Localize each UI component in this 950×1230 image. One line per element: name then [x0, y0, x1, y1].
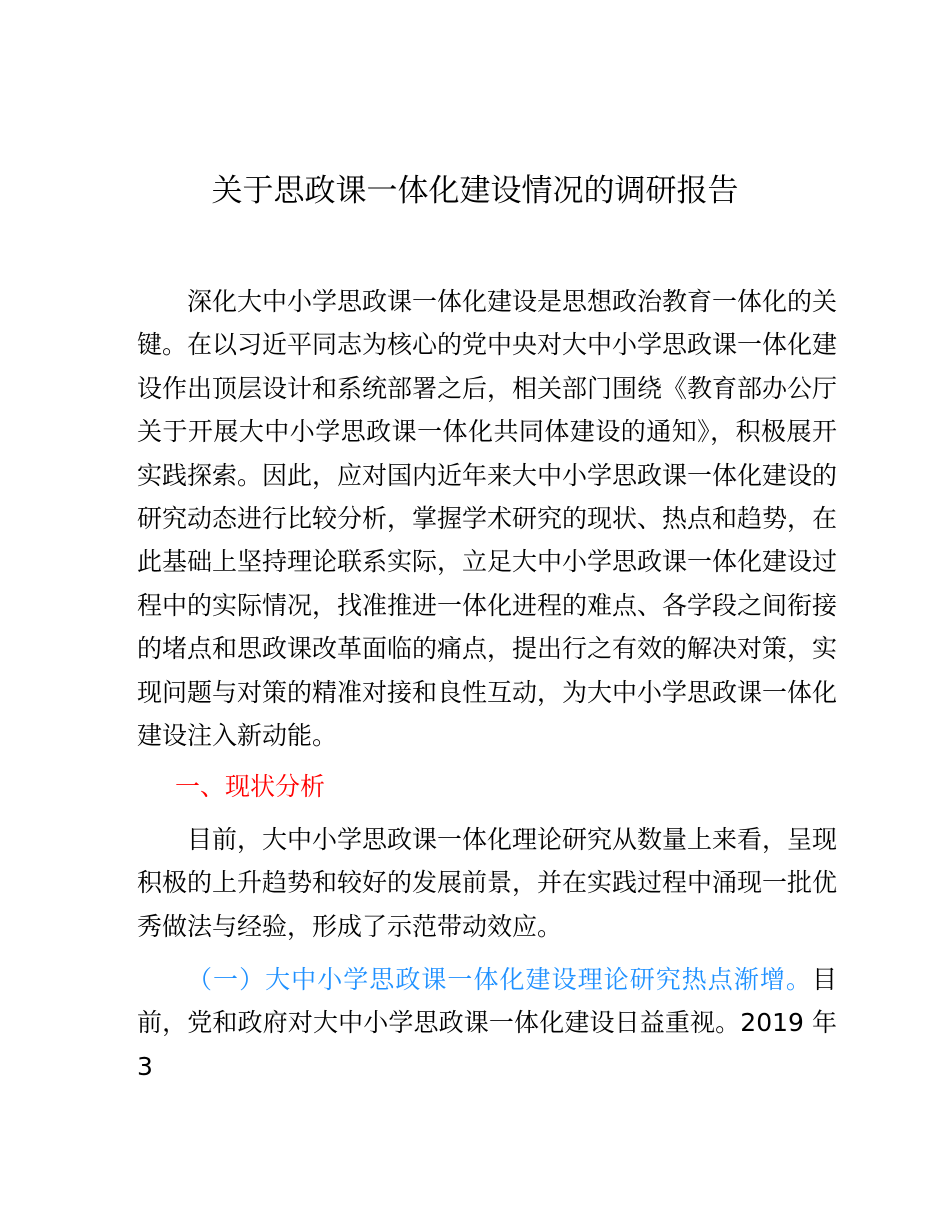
status-analysis-paragraph: 目前，大中小学思政课一体化理论研究从数量上来看，呈现积极的上升趋势和较好的发展前景，并在实践过程中涌现一批优秀做法与经验，形成了示范带动效应。 — [137, 825, 838, 941]
research-hotspot-text: 目前，党和政府对大中小学思政课一体化建设日益重视。2019 年 3 — [137, 965, 837, 1081]
document-title: 关于思政课一体化建设情况的调研报告 — [211, 173, 739, 209]
section-heading-status-analysis: 一、现状分析 — [175, 772, 326, 801]
subsection-heading-research-hotspots: （一）大中小学思政课一体化建设理论研究热点渐增。 — [187, 965, 812, 994]
intro-paragraph: 深化大中小学思政课一体化建设是思想政治教育一体化的关键。在以习近平同志为核心的党中央对大中小学思政课一体化建设作出顶层设计和系统部署之后，相关部门围绕《教育部办公厅关于开展大中小学思政课一体化共同体建设的通知》，积极展开实践探索。因此，应对国内近年来大中小学思政课一体化建设的研究动态进行比较分析，掌握学术研究的现状、热点和趋势，在此基础上坚持理论联系实际，立足大中小学思政课一体化建设过程中的实际情况，找准推进一体化进程的难点、各学段之间衔接的堵点和思政课改革面临的痛点，提出行之有效的解决对策，实现问题与对策的精准对接和良性互动，为大中小学思政课一体化建设注入新动能。 — [137, 287, 838, 751]
research-hotspot-paragraph — [137, 958, 837, 1088]
